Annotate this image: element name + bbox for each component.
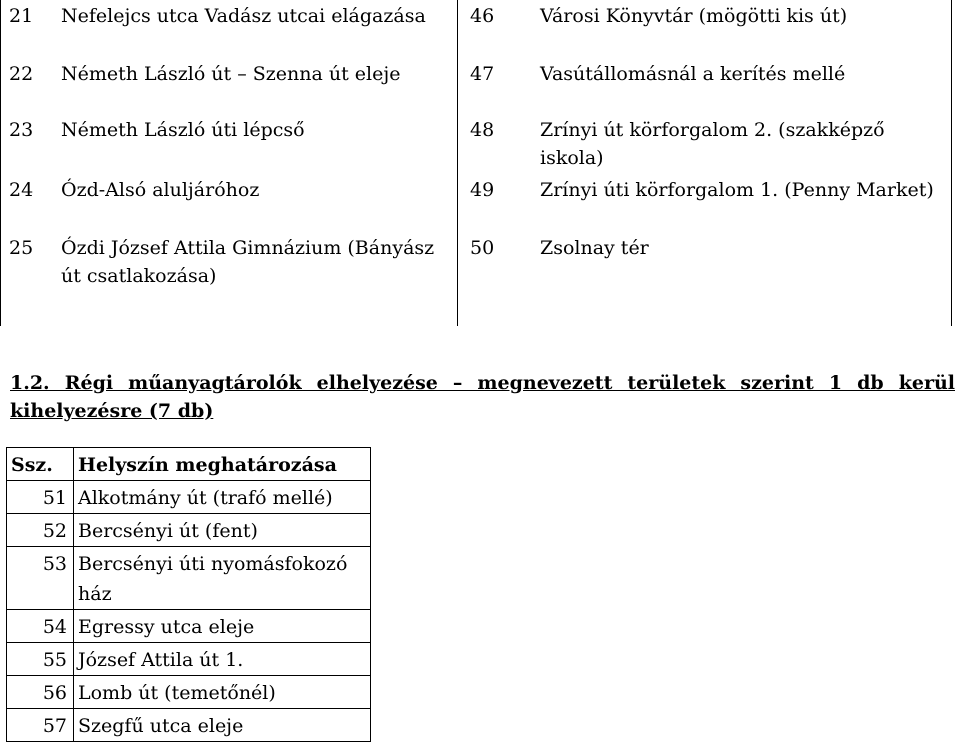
row-number: 48 xyxy=(458,90,541,174)
location-name: József Attila út 1. xyxy=(74,643,371,676)
location-name: Bercsényi úti nyomásfokozó ház xyxy=(74,547,371,610)
table-row xyxy=(1,174,952,232)
table-row xyxy=(7,610,371,643)
location-name: Szegfű utca eleje xyxy=(74,709,371,742)
locations-table-top xyxy=(0,0,952,326)
row-number: 55 xyxy=(7,643,74,676)
table-row xyxy=(7,547,371,610)
table-row xyxy=(1,58,952,90)
row-number: 57 xyxy=(7,709,74,742)
column-header-location: Helyszín meghatározása xyxy=(74,448,371,481)
table-row xyxy=(1,90,952,174)
location-name: Lomb út (temetőnél) xyxy=(74,676,371,709)
table-header-row xyxy=(7,448,371,481)
locations-table-bottom xyxy=(6,447,371,742)
location-name: Alkotmány út (trafó mellé) xyxy=(74,481,371,514)
column-header-number: Ssz. xyxy=(7,448,74,481)
table-row xyxy=(1,232,952,326)
location-name: Egressy utca eleje xyxy=(74,610,371,643)
location-name: Bercsényi út (fent) xyxy=(74,514,371,547)
section-heading: 1.2. Régi műanyagtárolók elhelyezése – megnevezett területek szerint 1 db kerül kihelyezésre (7 db) xyxy=(10,372,955,422)
location-name: Ózd-Alsó aluljáróhoz xyxy=(61,179,260,201)
row-number: 54 xyxy=(7,610,74,643)
location-name: Nefelejcs utca Vadász utcai elágazása xyxy=(61,5,426,27)
row-number: 47 xyxy=(458,58,541,90)
row-number: 53 xyxy=(7,547,74,610)
row-number: 51 xyxy=(7,481,74,514)
row-number: 46 xyxy=(458,0,541,58)
table-row xyxy=(7,676,371,709)
location-name: Németh László úti lépcső xyxy=(61,119,305,141)
row-number: 24 xyxy=(9,179,34,201)
location-name: Zrínyi út körforgalom 2. (szakképző iskola) xyxy=(540,119,885,169)
row-number: 52 xyxy=(7,514,74,547)
table-row xyxy=(7,709,371,742)
table-row xyxy=(7,643,371,676)
location-name: Zrínyi úti körforgalom 1. (Penny Market) xyxy=(540,179,934,201)
row-number: 49 xyxy=(458,174,541,232)
row-number: 25 xyxy=(9,237,34,259)
location-name: Zsolnay tér xyxy=(540,237,649,259)
location-name: Városi Könyvtár (mögötti kis út) xyxy=(540,5,848,27)
location-name: Németh László út – Szenna út eleje xyxy=(61,63,401,85)
table-row xyxy=(1,0,952,58)
location-name: Vasútállomásnál a kerítés mellé xyxy=(540,63,846,85)
row-number: 21 xyxy=(9,5,34,27)
table-row xyxy=(7,481,371,514)
table-row xyxy=(7,514,371,547)
row-number: 50 xyxy=(458,232,541,326)
location-name: Ózdi József Attila Gimnázium (Bányász út csatlakozása) xyxy=(61,237,435,287)
row-number: 22 xyxy=(9,63,34,85)
row-number: 23 xyxy=(9,119,34,141)
row-number: 56 xyxy=(7,676,74,709)
